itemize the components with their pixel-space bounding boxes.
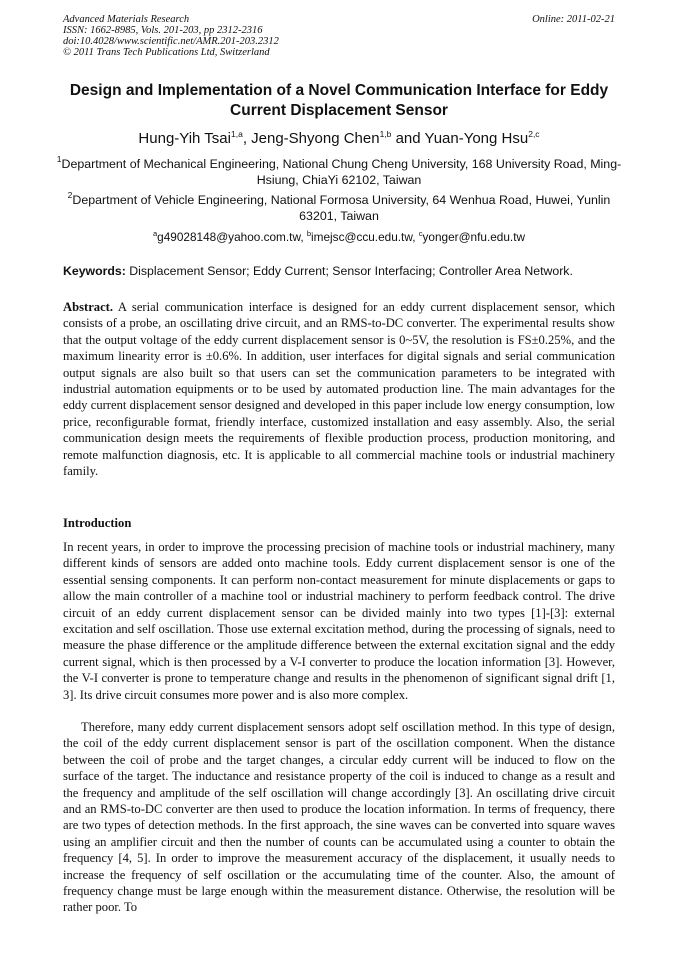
affiliation-1: [50, 156, 628, 188]
email-link[interactable]: g49028148@yahoo.com.tw: [157, 230, 301, 244]
affiliation-superscript: 2: [67, 190, 73, 200]
intro-paragraph-1: In recent years, in order to improve the processing precision of machine tools or industrial machinery, many different kinds of sensors are added onto machine tools. Eddy current displacement sensor is one of the essential sensing components. It can perform non-contact measurement for minute displacements or gaps to allow the main controller of a machine tool or industrial machinery to perform feedback control. The drive circuit of an eddy current displacement sensor can be divided mainly into two types [1]-[3]: external excitation and self oscillation. Those use external excitation method, during the processing of signals, need to measure the phase difference or the amplitude difference between the external excitation signal and the eddy current signal, which is then processed by a V-I converter to produce the location information [3]. However, the V-I converter is prone to temperature change and results in the phenomenon of significant signal drift [1, 3]. Its drive circuit consumes more power and is also more complex.: [63, 540, 615, 702]
section-heading-introduction: Introduction: [63, 516, 132, 530]
author-name: Hung-Yih Tsai: [138, 130, 231, 147]
abstract-text: A serial communication interface is designed for an eddy current displacement sensor, which consists of a probe, an oscillating drive circuit, and an RMS-to-DC converter. The experimental results show that the output voltage of the eddy current displacement sensor is 0~5V, the resolution is FS±0.25%, and the maximum linearity error is ±0.6%. In addition, user interfaces for digital signals and serial communication output signals are also built so that users can set the communication parameters to be integrated with industrial automation equipments or to be used by automated production line. The main advantages for the eddy current displacement sensor designed and developed in this paper include low energy consumption, low price, reconfigurable format, friendly interface, customized installation and easy assembly. Also, the serial communication design meets the requirements of flexible production process, production monitoring, and remote malfunction diagnosis, etc. It is applicable to all commercial machine tools or industrial machinery family.: [63, 300, 615, 479]
email-link[interactable]: imejsc@ccu.edu.tw: [311, 230, 413, 244]
author-separator: ,: [242, 130, 252, 147]
author-name: Yuan-Yong Hsu: [424, 130, 529, 147]
keywords-label: Keywords:: [63, 264, 126, 278]
author-superscript: 1,a: [230, 129, 243, 139]
affiliation-superscript: 1: [56, 154, 62, 164]
author-superscript: 2,c: [528, 129, 540, 139]
doi-line: doi:10.4028/www.scientific.net/AMR.201-203.2312: [63, 36, 279, 47]
email-superscript: c: [418, 229, 423, 238]
affiliation-text: Department of Vehicle Engineering, National Formosa University, 64 Wenhua Road, Huwei, Yunlin 63201, Taiwan: [72, 193, 611, 223]
journal-name: Advanced Materials Research: [63, 14, 190, 25]
email-list: $^a$g49028148@yahoo.com.tw, $^b$imejsc@ccu.edu.tw, $^c$yonger@nfu.edu.tw: [152, 229, 525, 244]
keywords-line: [63, 263, 623, 279]
keywords-text: Displacement Sensor; Eddy Current; Sensor Interfacing; Controller Area Network.: [129, 264, 573, 278]
author-superscript: 1,b: [379, 129, 392, 139]
email-link[interactable]: yonger@nfu.edu.tw: [422, 230, 525, 244]
paper-title: Design and Implementation of a Novel Communication Interface for Eddy Current Displacement Sensor: [69, 82, 609, 119]
copyright-line: © 2011 Trans Tech Publications Ltd, Switzerland: [63, 47, 270, 58]
affiliation-text: Department of Mechanical Engineering, National Chung Cheng University, 168 University Road, Ming-Hsiung, ChiaYi 62102, Taiwan: [61, 157, 622, 187]
abstract-paragraph: [63, 299, 615, 479]
author-name: Jeng-Shyong Chen: [251, 130, 380, 147]
intro-paragraph-2: Therefore, many eddy current displacement sensors adopt self oscillation method. In this type of design, the coil of the eddy current displacement sensor is part of the oscillation component. When the distance between the coil of probe and the target changes, a circular eddy current will be induced to flow on the surface of the target. The inductance and resistance property of the coil is induced to change as a result and the frequency and amplitude of the self oscillation will change accordingly [3]. An oscillating drive circuit and an RMS-to-DC converter are then used to produce the location information. In terms of frequency, there are two types of detection methods. In the first approach, the sine waves can be converted into square waves using an amplifier circuit and then the number of counts can be accumulated using a counter to obtain the frequency [4, 5]. In order to improve the measurement accuracy of the displacement, it usually needs to increase the frequency of self oscillation or the accumulating time of the counter. Also, the amount of frequency change must be large enough within the measurement distance. Otherwise, the resolution will be rather poor. To: [63, 720, 615, 915]
online-date: Online: 2011-02-21: [532, 14, 615, 25]
author-separator: and: [391, 130, 425, 147]
abstract-label: Abstract.: [63, 300, 114, 314]
author-list: [40, 130, 638, 148]
journal-header: [63, 14, 615, 58]
issn-line: ISSN: 1662-8985, Vols. 201-203, pp 2312-2316: [63, 25, 263, 36]
email-superscript: b: [306, 229, 312, 238]
affiliation-2: [50, 192, 628, 224]
email-superscript: a: [152, 229, 158, 238]
